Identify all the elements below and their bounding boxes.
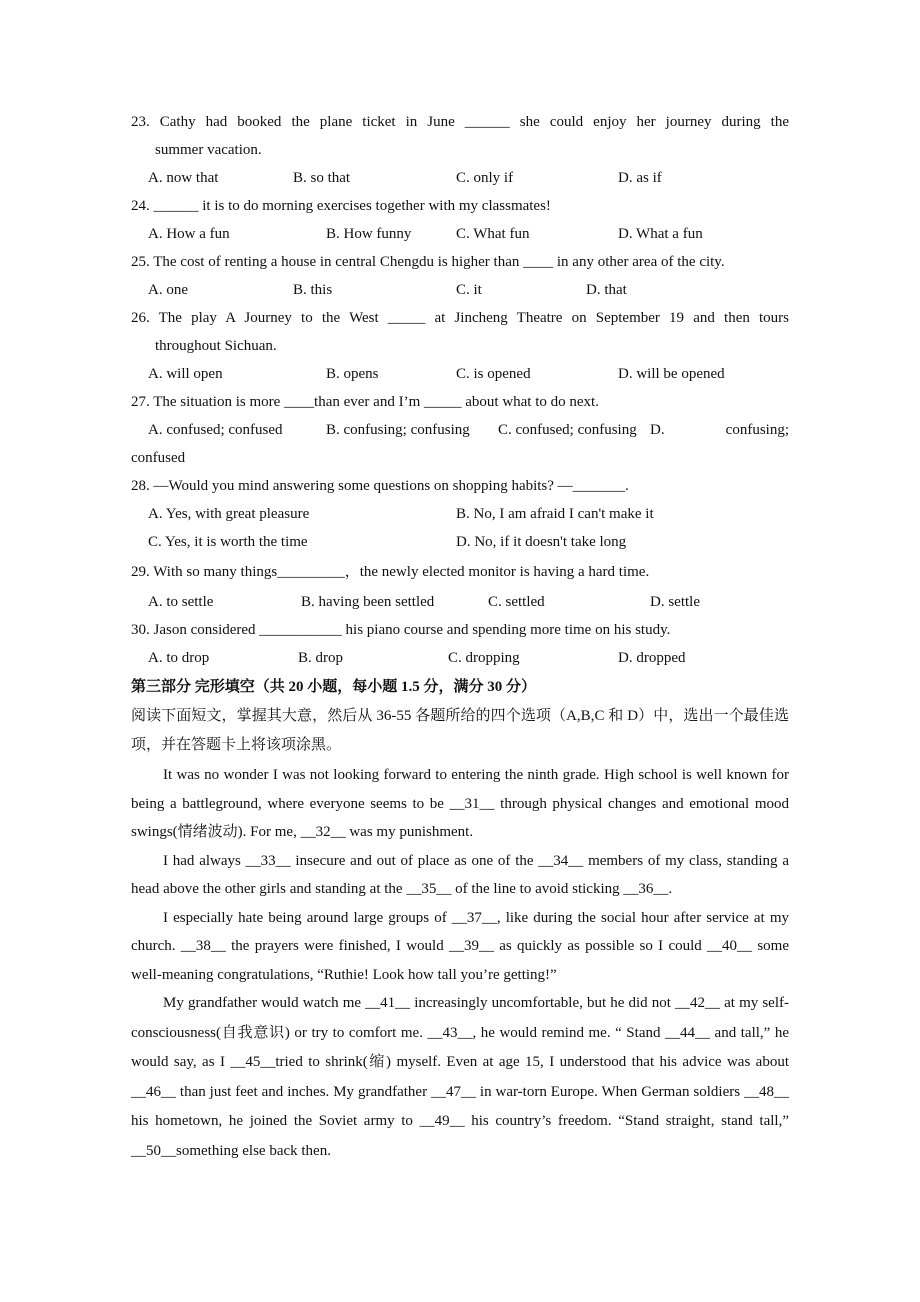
option-c: C. settled xyxy=(488,594,545,610)
option-b: B. this xyxy=(293,282,333,298)
option-a: A. How a fun xyxy=(148,226,230,242)
section-heading: 第三部分 完形填空（共 20 小题，每小题 1.5 分，满分 30 分） xyxy=(131,679,537,695)
passage-paragraph: It was no wonder I was not looking forward to entering the ninth grade. High school is well known for being a battleground, where everyone seems to be __31__ through physical changes and emotional mood swings(情绪波动). For me, __32__ was my punishment. xyxy=(131,767,789,840)
option-d: D. settle xyxy=(650,594,700,610)
passage-paragraph: I especially hate being around large groups of __37__, like during the social hour after service at my church. __38__ the prayers were finished, I would __39__ as quickly as possible so I could __40__ some well-meaning congratulations, “Ruthie! Look how tall you’re getting!” xyxy=(131,909,789,983)
passage-paragraph: My grandfather would watch me __41__ increasingly uncomfortable, but he did not __42__ at my self-consciousness(自我意识) or try to comfort me. __43__, he would remind me. “ Stand __44__ and tall,” he would say, as I __45__tried to shrink(缩) myself. Even at age 15, I understood that his advice was about __46__ than just feet and inches. My grandfather __47__ in war-torn Europe. When German soldiers __48__ his hometown, he joined the Soviet army to __49__ his country’s freedom. “Stand straight, stand tall,” __50__something else back then. xyxy=(131,995,789,1159)
option-row xyxy=(131,360,789,388)
section-instruction xyxy=(131,702,789,759)
option-d: D. What a fun xyxy=(618,226,703,242)
option-c: C. dropping xyxy=(448,650,520,666)
option-d: D. that xyxy=(586,282,627,298)
question-stem-continued: summer vacation. xyxy=(155,142,262,158)
option-row xyxy=(131,644,789,672)
question-30 xyxy=(131,616,789,672)
question-stem: 27. The situation is more ____than ever and I’m _____ about what to do next. xyxy=(131,394,599,410)
question-25 xyxy=(131,248,789,304)
option-a: A. now that xyxy=(148,170,219,186)
option-row xyxy=(131,588,789,616)
option-d: D. will be opened xyxy=(618,366,725,382)
option-row xyxy=(131,276,789,304)
option-a: A. will open xyxy=(148,366,223,382)
question-stem: 24. ______ it is to do morning exercises together with my classmates! xyxy=(131,198,551,214)
question-24 xyxy=(131,192,789,248)
option-a: A. to settle xyxy=(148,594,214,610)
option-b: B. drop xyxy=(298,650,343,666)
question-23 xyxy=(131,108,789,192)
option-wrap: confused xyxy=(131,450,186,466)
option-c: C. Yes, it is worth the time xyxy=(148,534,308,550)
option-row xyxy=(131,220,789,248)
option-b: B. having been settled xyxy=(301,594,435,610)
question-stem: 28. —Would you mind answering some questions on shopping habits? —_______. xyxy=(131,478,629,494)
instruction-text: 阅读下面短文，掌握其大意，然后从 36-55 各题所给的四个选项（A,B,C 和 D）中，选出一个最佳选项，并在答题卡上将该项涂黑。 xyxy=(131,708,789,753)
question-27 xyxy=(131,388,789,472)
option-c: C. only if xyxy=(456,170,514,186)
option-b: B. No, I am afraid I can't make it xyxy=(456,506,654,522)
option-b: B. so that xyxy=(293,170,351,186)
question-29 xyxy=(131,558,789,616)
question-stem: 25. The cost of renting a house in central Chengdu is higher than ____ in any other area of the city. xyxy=(131,254,725,270)
question-stem: 30. Jason considered ___________ his piano course and spending more time on his study. xyxy=(131,622,671,638)
option-d: D. No, if it doesn't take long xyxy=(456,534,627,550)
cloze-passage xyxy=(131,761,789,1166)
option-d-text: confusing; xyxy=(725,422,789,438)
question-stem: 29. With so many things_________，the newly elected monitor is having a hard time. xyxy=(131,564,650,580)
option-a: A. one xyxy=(148,282,188,298)
exam-page xyxy=(131,108,789,1166)
option-d: D. as if xyxy=(618,170,662,186)
option-b: B. How funny xyxy=(326,226,412,242)
option-c: C. it xyxy=(456,282,482,298)
option-b: B. opens xyxy=(326,366,379,382)
option-d: D. xyxy=(650,422,665,438)
option-d: D. dropped xyxy=(618,650,686,666)
option-a: A. to drop xyxy=(148,650,210,666)
question-28 xyxy=(131,472,789,556)
option-c: C. confused; confusing xyxy=(498,422,637,438)
passage-paragraph: I had always __33__ insecure and out of place as one of the __34__ members of my class, standing a head above the other girls and standing at the __35__ of the line to avoid sticking __36__. xyxy=(131,852,789,897)
option-row xyxy=(131,416,789,444)
option-a: A. Yes, with great pleasure xyxy=(148,506,310,522)
option-a: A. confused; confused xyxy=(148,422,283,438)
option-row xyxy=(131,528,789,556)
question-stem-continued: throughout Sichuan. xyxy=(155,338,277,354)
question-stem: 26. The play A Journey to the West _____ at Jincheng Theatre on September 19 and then tours xyxy=(131,310,789,326)
option-row xyxy=(131,500,789,528)
option-c: C. What fun xyxy=(456,226,530,242)
question-stem: 23. Cathy had booked the plane ticket in June ______ she could enjoy her journey during the xyxy=(131,114,789,130)
option-b: B. confusing; confusing xyxy=(326,422,470,438)
option-row xyxy=(131,164,789,192)
option-c: C. is opened xyxy=(456,366,531,382)
question-26 xyxy=(131,304,789,388)
